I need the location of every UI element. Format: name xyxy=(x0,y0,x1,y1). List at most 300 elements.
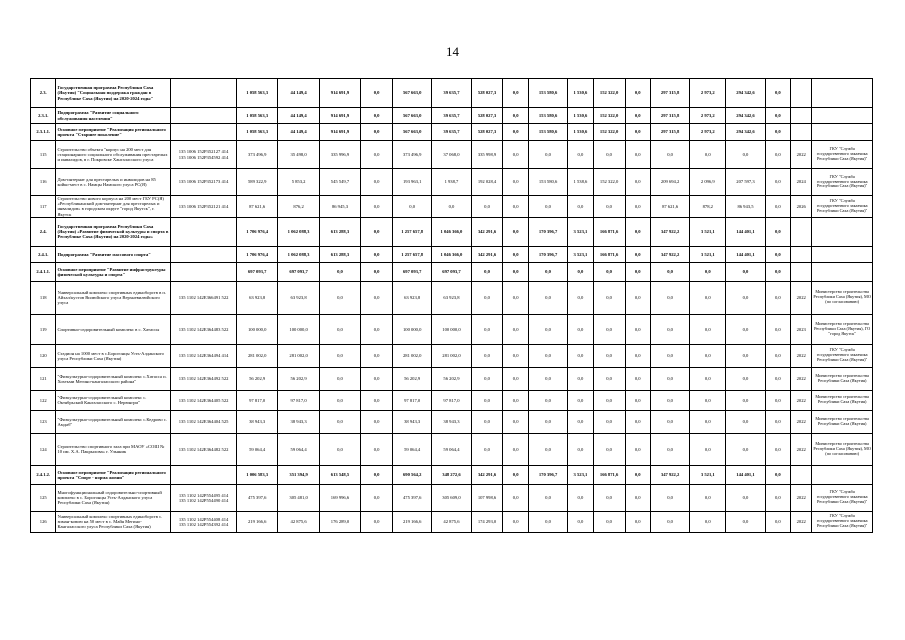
amount-cell: 100 000,0 xyxy=(236,314,277,344)
amount-cell: 169 996,6 xyxy=(319,484,360,511)
year-cell xyxy=(791,79,812,108)
amount-cell: 0,0 xyxy=(726,281,765,314)
amount-cell: 0,0 xyxy=(528,344,567,367)
object-name-cell: Стадион на 1000 мест в с.Борогонцы Усть-Алданского улуса Республики Саха (Якутия) xyxy=(56,344,171,367)
amount-cell: 347 922,2 xyxy=(650,465,689,484)
amount-cell: 0,0 xyxy=(625,108,650,124)
year-cell: 2022 xyxy=(791,367,812,390)
amount-cell: 0,0 xyxy=(568,367,593,390)
amount-cell: 87 621,6 xyxy=(236,196,277,218)
amount-cell: 1 538,6 xyxy=(568,169,593,196)
amount-cell: 0,0 xyxy=(471,410,503,433)
budget-table xyxy=(30,78,873,533)
amount-cell: 144 401,1 xyxy=(726,246,765,262)
amount-cell: 97 817,0 xyxy=(393,390,432,410)
amount-cell: 297 315,8 xyxy=(650,79,689,108)
amount-cell: 373 496,9 xyxy=(236,141,277,169)
responsible-org-cell xyxy=(812,108,873,124)
amount-cell: 0,0 xyxy=(568,281,593,314)
amount-cell: 0,0 xyxy=(319,433,360,465)
amount-cell: 914 691,9 xyxy=(319,124,360,141)
amount-cell: 0,0 xyxy=(568,390,593,410)
responsible-org-cell: Министерство строительства Республики Саха (Якутия), ГО "город Якутск" xyxy=(812,314,873,344)
amount-cell: 39 635,7 xyxy=(432,79,471,108)
amount-cell: 0,0 xyxy=(690,367,726,390)
amount-cell: 305 481,0 xyxy=(278,484,319,511)
object-name-cell: Строительство спортивного зала при МАОУ «СОШ № 10 им. Х.А. Пакрылова» г. Ульяник xyxy=(56,433,171,465)
amount-cell: 342 291,6 xyxy=(471,246,503,262)
responsible-org-cell xyxy=(812,246,873,262)
year-cell: 2022 xyxy=(791,484,812,511)
amount-cell: 63 923,8 xyxy=(278,281,319,314)
table-row xyxy=(31,108,873,124)
amount-cell: 0,0 xyxy=(528,484,567,511)
amount-cell: 0,0 xyxy=(765,124,790,141)
amount-cell: 0,0 xyxy=(726,410,765,433)
amount-cell: 176 289,0 xyxy=(319,511,360,532)
amount-cell: 0,0 xyxy=(568,484,593,511)
table-row xyxy=(31,262,873,281)
amount-cell: 0,0 xyxy=(503,79,528,108)
amount-cell: 59 064,4 xyxy=(278,433,319,465)
amount-cell: 0,0 xyxy=(319,367,360,390)
amount-cell: 0,0 xyxy=(503,314,528,344)
amount-cell: 86 943,5 xyxy=(726,196,765,218)
object-name-cell: Универсальный комплекс спортивных единоборств в п. Айхал/кустов Вилюйского улуса Верхневилюйского улуса xyxy=(56,281,171,314)
object-name-cell: Основное мероприятие "Реализация регионального проекта "Старшее поколение" xyxy=(56,124,171,141)
amount-cell: 0,0 xyxy=(765,390,790,410)
budget-code-cell xyxy=(171,108,237,124)
amount-cell: 1 706 976,4 xyxy=(236,217,277,246)
budget-code-cell xyxy=(171,124,237,141)
responsible-org-cell: ГКУ "Служба государственного заказчика Республики Саха (Якутия)" xyxy=(812,484,873,511)
amount-cell: 0,0 xyxy=(503,141,528,169)
amount-cell: 0,0 xyxy=(765,169,790,196)
amount-cell: 0,0 xyxy=(503,108,528,124)
row-number-cell: 125 xyxy=(31,484,56,511)
amount-cell: 0,0 xyxy=(361,281,393,314)
table-row xyxy=(31,390,873,410)
amount-cell: 1 062 088,3 xyxy=(278,246,319,262)
amount-cell: 0,0 xyxy=(503,367,528,390)
amount-cell: 0,0 xyxy=(361,196,393,218)
budget-code-cell: 135 1006 152Р352127 414 135 1006 152Р354592 414 xyxy=(171,141,237,169)
responsible-org-cell: ГКУ "Служба государственного заказчика Республики Саха (Якутия)" xyxy=(812,141,873,169)
amount-cell: 0,0 xyxy=(625,217,650,246)
row-number-cell: 2.3.1.1. xyxy=(31,124,56,141)
amount-cell: 0,0 xyxy=(361,262,393,281)
row-number-cell: 2.4.1. xyxy=(31,246,56,262)
row-number-cell: 2.4. xyxy=(31,217,56,246)
amount-cell: 0,0 xyxy=(726,433,765,465)
amount-cell: 0,0 xyxy=(593,511,625,532)
amount-cell: 0,0 xyxy=(528,390,567,410)
amount-cell: 0,0 xyxy=(690,484,726,511)
responsible-org-cell xyxy=(812,262,873,281)
amount-cell: 0,0 xyxy=(568,344,593,367)
amount-cell: 3 521,1 xyxy=(690,246,726,262)
amount-cell: 0,0 xyxy=(503,410,528,433)
amount-cell: 152 322,0 xyxy=(593,124,625,141)
object-name-cell: Строительство нового корпуса на 200 мест ГБУ РС(Я) «Республиканский дом-интернат для престарелых и инвалидов» в городском округе "город Якутск", г. Якутск xyxy=(56,196,171,218)
amount-cell: 39 635,7 xyxy=(432,108,471,124)
amount-cell: 38 943,3 xyxy=(236,410,277,433)
amount-cell: 0,0 xyxy=(765,79,790,108)
row-number-cell: 117 xyxy=(31,196,56,218)
amount-cell: 342 291,6 xyxy=(471,217,503,246)
amount-cell: 0,0 xyxy=(593,196,625,218)
amount-cell: 0,0 xyxy=(528,433,567,465)
responsible-org-cell: Министерство строительства Республики Саха (Якутия) xyxy=(812,367,873,390)
amount-cell: 0,0 xyxy=(361,367,393,390)
amount-cell: 0,0 xyxy=(765,433,790,465)
amount-cell: 1 530,6 xyxy=(568,124,593,141)
amount-cell: 1 938,7 xyxy=(432,169,471,196)
amount-cell: 567 663,0 xyxy=(393,124,432,141)
amount-cell: 0,0 xyxy=(625,511,650,532)
amount-cell: 0,0 xyxy=(625,314,650,344)
amount-cell: 281 002,0 xyxy=(393,344,432,367)
object-name-cell: Основное мероприятие "Реализация регионального проекта "Спорт - норма жизни" xyxy=(56,465,171,484)
amount-cell: 567 663,0 xyxy=(393,79,432,108)
budget-code-cell: 135 1102 142Е364405 522 xyxy=(171,390,237,410)
amount-cell: 174 293,0 xyxy=(471,511,503,532)
amount-cell: 0,0 xyxy=(650,511,689,532)
amount-cell: 0,0 xyxy=(361,169,393,196)
object-name-cell: Дом-интернат для престарелых и инвалидов на 85 койко-мест в с. Намцы Намского улуса РС(Я) xyxy=(56,169,171,196)
amount-cell: 97 817,0 xyxy=(236,390,277,410)
amount-cell: 0,0 xyxy=(765,217,790,246)
amount-cell: 170 396,7 xyxy=(528,217,567,246)
amount-cell: 0,0 xyxy=(690,511,726,532)
table-row xyxy=(31,196,873,218)
amount-cell: 0,0 xyxy=(503,196,528,218)
amount-cell: 166 871,6 xyxy=(593,465,625,484)
budget-code-cell xyxy=(171,262,237,281)
amount-cell: 63 923,8 xyxy=(236,281,277,314)
object-name-cell: Универсальный комплекс спортивных единоборств с. зиман-ковою на 50 мест в с. Майя Мегино-Кангаласского улуса Республики Саха (Якутия) xyxy=(56,511,171,532)
amount-cell: 0,0 xyxy=(528,262,567,281)
amount-cell: 0,0 xyxy=(765,246,790,262)
amount-cell: 0,0 xyxy=(650,281,689,314)
amount-cell: 0,0 xyxy=(690,390,726,410)
amount-cell: 5 853,2 xyxy=(278,169,319,196)
amount-cell: 567 663,0 xyxy=(393,108,432,124)
year-cell xyxy=(791,124,812,141)
amount-cell: 0,0 xyxy=(471,196,503,218)
table-row xyxy=(31,281,873,314)
amount-cell: 351 394,9 xyxy=(278,465,319,484)
amount-cell: 0,0 xyxy=(361,217,393,246)
budget-code-cell xyxy=(171,79,237,108)
amount-cell: 335 998,9 xyxy=(471,141,503,169)
amount-cell: 335 996,9 xyxy=(319,141,360,169)
amount-cell: 528 027,3 xyxy=(471,79,503,108)
amount-cell: 0,0 xyxy=(765,262,790,281)
amount-cell: 192 028,4 xyxy=(471,169,503,196)
year-cell: 2022 xyxy=(791,141,812,169)
responsible-org-cell: Министерство строительства Республики Саха (Якутия) xyxy=(812,390,873,410)
amount-cell: 0,0 xyxy=(690,141,726,169)
amount-cell: 0,0 xyxy=(471,262,503,281)
amount-cell: 0,0 xyxy=(361,465,393,484)
amount-cell: 0,0 xyxy=(625,141,650,169)
amount-cell: 0,0 xyxy=(593,141,625,169)
amount-cell: 0,0 xyxy=(503,124,528,141)
amount-cell: 0,0 xyxy=(765,465,790,484)
amount-cell: 0,0 xyxy=(726,141,765,169)
amount-cell: 475 397,6 xyxy=(393,484,432,511)
amount-cell: 0,0 xyxy=(765,281,790,314)
amount-cell: 914 691,9 xyxy=(319,79,360,108)
amount-cell: 342 291,6 xyxy=(471,465,503,484)
object-name-cell: Спортивно-оздоровительный комплекс в с. Хатассы xyxy=(56,314,171,344)
row-number-cell: 123 xyxy=(31,410,56,433)
amount-cell: 0,0 xyxy=(503,433,528,465)
amount-cell: 0,0 xyxy=(625,465,650,484)
amount-cell: 0,0 xyxy=(650,262,689,281)
budget-code-cell: 135 1102 142Е364404 525 xyxy=(171,410,237,433)
amount-cell: 1 530,6 xyxy=(568,108,593,124)
row-number-cell: 2.4.1.1. xyxy=(31,262,56,281)
amount-cell: 0,0 xyxy=(625,433,650,465)
amount-cell: 373 496,9 xyxy=(393,141,432,169)
amount-cell: 56 202,9 xyxy=(278,367,319,390)
amount-cell: 166 871,6 xyxy=(593,246,625,262)
amount-cell: 153 580,6 xyxy=(528,169,567,196)
amount-cell: 56 202,9 xyxy=(393,367,432,390)
responsible-org-cell xyxy=(812,79,873,108)
amount-cell: 0,0 xyxy=(593,410,625,433)
amount-cell: 144 401,1 xyxy=(726,465,765,484)
amount-cell: 100 000,0 xyxy=(393,314,432,344)
amount-cell: 3 523,1 xyxy=(568,217,593,246)
amount-cell: 0,0 xyxy=(319,281,360,314)
row-number-cell: 124 xyxy=(31,433,56,465)
budget-code-cell: 135 1006 152Р352121 414 xyxy=(171,196,237,218)
amount-cell: 281 002,0 xyxy=(278,344,319,367)
amount-cell: 0,0 xyxy=(361,79,393,108)
amount-cell: 0,0 xyxy=(726,314,765,344)
amount-cell: 0,0 xyxy=(528,196,567,218)
amount-cell: 170 396,7 xyxy=(528,246,567,262)
amount-cell: 0,0 xyxy=(361,410,393,433)
amount-cell: 0,0 xyxy=(625,124,650,141)
amount-cell: 59 064,4 xyxy=(432,433,471,465)
amount-cell: 0,0 xyxy=(625,196,650,218)
budget-code-cell: 135 1102 142Е364492 522 xyxy=(171,367,237,390)
amount-cell: 347 922,2 xyxy=(650,217,689,246)
amount-cell: 0,0 xyxy=(726,262,765,281)
amount-cell: 0,0 xyxy=(593,314,625,344)
amount-cell: 0,0 xyxy=(319,344,360,367)
amount-cell: 0,0 xyxy=(650,484,689,511)
amount-cell: 0,0 xyxy=(361,314,393,344)
amount-cell: 0,0 xyxy=(319,314,360,344)
responsible-org-cell xyxy=(812,465,873,484)
amount-cell: 0,0 xyxy=(319,390,360,410)
amount-cell: 0,0 xyxy=(503,217,528,246)
amount-cell: 0,0 xyxy=(650,314,689,344)
amount-cell: 281 002,0 xyxy=(236,344,277,367)
amount-cell: 0,0 xyxy=(503,246,528,262)
amount-cell: 0,0 xyxy=(690,262,726,281)
amount-cell: 1 058 563,3 xyxy=(236,79,277,108)
amount-cell: 305 609,0 xyxy=(432,484,471,511)
year-cell: 2022 xyxy=(791,511,812,532)
budget-code-cell: 135 1102 142Е366491 522 xyxy=(171,281,237,314)
amount-cell: 3 521,1 xyxy=(690,465,726,484)
amount-cell: 0,0 xyxy=(568,433,593,465)
amount-cell: 1 058 563,3 xyxy=(236,124,277,141)
table-row xyxy=(31,217,873,246)
data-sheet xyxy=(30,78,873,628)
amount-cell: 0,0 xyxy=(568,314,593,344)
table-row xyxy=(31,511,873,532)
amount-cell: 0,0 xyxy=(593,367,625,390)
responsible-org-cell: ГКУ "Служба государственного заказчика Республики Саха (Якутия)" xyxy=(812,511,873,532)
row-number-cell: 115 xyxy=(31,141,56,169)
object-name-cell: Государственная программа Республики Саха (Якутия) «Развитие физической культуры и спорта в Республике Саха (Якутия) на 2020-2024 годы» xyxy=(56,217,171,246)
amount-cell: 44 149,4 xyxy=(278,108,319,124)
table-row xyxy=(31,465,873,484)
amount-cell: 2 096,9 xyxy=(690,169,726,196)
budget-code-cell: 135 1102 142Е364483 522 xyxy=(171,314,237,344)
amount-cell: 42 875,6 xyxy=(278,511,319,532)
amount-cell: 0,0 xyxy=(503,281,528,314)
amount-cell: 0,0 xyxy=(503,484,528,511)
year-cell: 2022 xyxy=(791,344,812,367)
object-name-cell: Основное мероприятие "Развитие инфраструктуры физической культуры и спорта" xyxy=(56,262,171,281)
page-number: 14 xyxy=(446,44,459,59)
amount-cell: 0,0 xyxy=(471,344,503,367)
budget-code-cell: 135 1006 152Р352173 414 xyxy=(171,169,237,196)
amount-cell: 207 597,3 xyxy=(726,169,765,196)
amount-cell: 0,0 xyxy=(503,262,528,281)
amount-cell: 0,0 xyxy=(625,410,650,433)
amount-cell: 0,0 xyxy=(650,433,689,465)
amount-cell: 0,0 xyxy=(361,484,393,511)
amount-cell: 0,0 xyxy=(471,367,503,390)
amount-cell: 59 064,4 xyxy=(393,433,432,465)
amount-cell: 0,0 xyxy=(503,511,528,532)
amount-cell: 0,0 xyxy=(361,344,393,367)
amount-cell: 0,0 xyxy=(568,141,593,169)
amount-cell: 59 064,4 xyxy=(236,433,277,465)
row-number-cell: 118 xyxy=(31,281,56,314)
amount-cell: 38 943,3 xyxy=(393,410,432,433)
amount-cell: 0,0 xyxy=(625,79,650,108)
row-number-cell: 2.4.1.2. xyxy=(31,465,56,484)
object-name-cell: Подпрограмма "Развитие массового спорта" xyxy=(56,246,171,262)
row-number-cell: 2.3.1. xyxy=(31,108,56,124)
amount-cell: 0,0 xyxy=(568,196,593,218)
amount-cell: 153 580,6 xyxy=(528,108,567,124)
table-row xyxy=(31,314,873,344)
amount-cell: 876,2 xyxy=(278,196,319,218)
amount-cell: 1 062 088,3 xyxy=(278,217,319,246)
amount-cell: 0,0 xyxy=(625,367,650,390)
amount-cell: 0,0 xyxy=(593,484,625,511)
year-cell: 2022 xyxy=(791,281,812,314)
amount-cell: 0,0 xyxy=(765,511,790,532)
amount-cell: 697 093,7 xyxy=(393,262,432,281)
amount-cell: 294 342,6 xyxy=(726,79,765,108)
amount-cell: 0,0 xyxy=(765,196,790,218)
row-number-cell: 2.3. xyxy=(31,79,56,108)
amount-cell: 0,0 xyxy=(650,410,689,433)
amount-cell: 0,0 xyxy=(361,108,393,124)
object-name-cell: "Физкультурно-оздоровительный комплекс с.Кедрово с. Амдаб" xyxy=(56,410,171,433)
amount-cell: 0,0 xyxy=(471,390,503,410)
amount-cell: 3 523,1 xyxy=(568,465,593,484)
amount-cell: 0,0 xyxy=(503,465,528,484)
amount-cell: 528 027,3 xyxy=(471,108,503,124)
responsible-org-cell: ГКУ "Служба государственного заказчика Республики Саха (Якутия)" xyxy=(812,196,873,218)
responsible-org-cell: ГКУ "Служба государственного заказчика Республики Саха (Якутия)" xyxy=(812,344,873,367)
amount-cell: 0,0 xyxy=(726,511,765,532)
amount-cell: 2 973,2 xyxy=(690,124,726,141)
amount-cell: 613 548,5 xyxy=(319,465,360,484)
amount-cell: 0,0 xyxy=(319,262,360,281)
amount-cell: 297 315,8 xyxy=(650,124,689,141)
amount-cell: 44 149,4 xyxy=(278,124,319,141)
amount-cell: 0,0 xyxy=(625,169,650,196)
amount-cell: 1 257 657,8 xyxy=(393,246,432,262)
amount-cell: 63 923,8 xyxy=(393,281,432,314)
amount-cell: 0,0 xyxy=(690,281,726,314)
amount-cell: 2 973,2 xyxy=(690,79,726,108)
amount-cell: 44 149,4 xyxy=(278,79,319,108)
amount-cell: 100 000,0 xyxy=(432,314,471,344)
amount-cell: 0,0 xyxy=(690,433,726,465)
row-number-cell: 126 xyxy=(31,511,56,532)
amount-cell: 613 288,3 xyxy=(319,217,360,246)
table-row xyxy=(31,484,873,511)
amount-cell: 209 694,2 xyxy=(650,169,689,196)
amount-cell: 0,0 xyxy=(361,433,393,465)
amount-cell: 0,0 xyxy=(765,344,790,367)
amount-cell: 1 257 657,8 xyxy=(393,217,432,246)
amount-cell: 0,0 xyxy=(361,124,393,141)
amount-cell: 219 166,6 xyxy=(236,511,277,532)
responsible-org-cell: Министерство строительства Республики Саха (Якутия), МО (по согласованию) xyxy=(812,281,873,314)
amount-cell: 86 945,3 xyxy=(319,196,360,218)
responsible-org-cell: Министерство строительства Республики Саха (Якутия), МО (по согласованию) xyxy=(812,433,873,465)
amount-cell: 0,0 xyxy=(765,410,790,433)
amount-cell: 0,0 xyxy=(528,410,567,433)
amount-cell: 3 523,1 xyxy=(568,246,593,262)
amount-cell: 0,0 xyxy=(690,344,726,367)
responsible-org-cell: Министерство строительства Республики Саха (Якутия) xyxy=(812,410,873,433)
year-cell xyxy=(791,246,812,262)
amount-cell: 0,0 xyxy=(528,281,567,314)
year-cell: 2022 xyxy=(791,433,812,465)
table-row xyxy=(31,246,873,262)
amount-cell: 0,0 xyxy=(650,367,689,390)
amount-cell: 152 322,0 xyxy=(593,79,625,108)
amount-cell: 0,0 xyxy=(690,314,726,344)
amount-cell: 347 922,2 xyxy=(650,246,689,262)
table-row xyxy=(31,124,873,141)
amount-cell: 1 046 366,0 xyxy=(432,246,471,262)
amount-cell: 56 202,9 xyxy=(236,367,277,390)
year-cell xyxy=(791,217,812,246)
amount-cell: 0,0 xyxy=(568,511,593,532)
object-name-cell: Подпрограмма "Развитие социального обслуживания населения" xyxy=(56,108,171,124)
amount-cell: 153 580,6 xyxy=(528,79,567,108)
amount-cell: 97 817,0 xyxy=(278,390,319,410)
